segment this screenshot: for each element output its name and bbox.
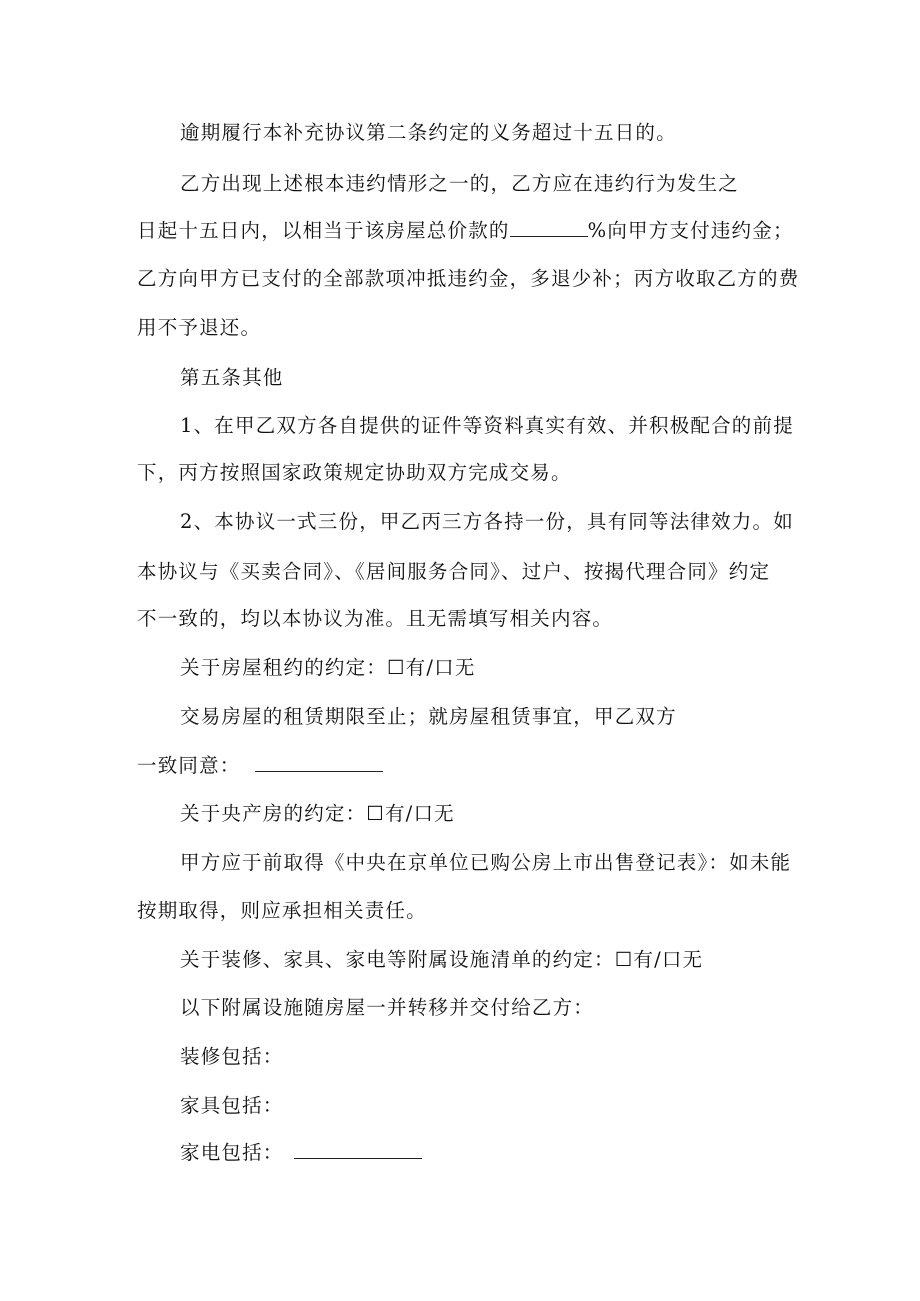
paragraph-line: 交易房屋的租赁期限至止；就房屋租赁事宜，甲乙双方 xyxy=(180,705,677,728)
paragraph-text: 家电包括： xyxy=(180,1141,284,1164)
paragraph-line: 以下附属设施随房屋一并转移并交付给乙方： xyxy=(180,996,595,1019)
central-housing-clause-line: 关于央产房的约定：☐有/口无 xyxy=(180,802,455,825)
appliances-list-line xyxy=(180,1141,422,1165)
paragraph-text: %向甲方支付违约金； xyxy=(587,219,794,242)
fixtures-clause-line: 关于装修、家具、家电等附属设施清单的约定：☐有/口无 xyxy=(180,948,704,971)
lease-clause-line: 关于房屋租约的约定：☐有/口无 xyxy=(180,656,476,679)
paragraph-line: 乙方出现上述根本违约情形之一的，乙方应在违约行为发生之 xyxy=(180,172,739,195)
paragraph-line: 不一致的，均以本协议为准。且无需填写相关内容。 xyxy=(137,607,614,630)
paragraph-line: 乙方向甲方已支付的全部款项冲抵违约金，多退少补；丙方收取乙方的费 xyxy=(137,267,800,290)
paragraph-line: 2、本协议一式三份，甲乙丙三方各持一份，具有同等法律效力。如 xyxy=(180,510,794,533)
decoration-list-line: 装修包括： xyxy=(180,1045,284,1068)
paragraph-line: 1、在甲乙双方各自提供的证件等资料真实有效、并积极配合的前提 xyxy=(180,414,794,437)
paragraph-line: 用不予退还。 xyxy=(137,316,262,339)
paragraph-line: 甲方应于前取得《中央在京单位已购公房上市出售登记表》：如未能 xyxy=(180,851,792,874)
furniture-list-line: 家具包括： xyxy=(180,1094,284,1117)
paragraph-line: 逾期履行本补充协议第二条约定的义务超过十五日的。 xyxy=(180,121,677,144)
paragraph-line xyxy=(137,754,383,778)
section-heading: 第五条其他 xyxy=(180,366,284,389)
paragraph-text: 一致同意： xyxy=(137,754,241,777)
paragraph-line: 下，丙方按照国家政策规定协助双方完成交易。 xyxy=(137,461,572,484)
paragraph-text: 日起十五日内，以相当于该房屋总价款的 xyxy=(137,219,510,242)
paragraph-line: 按期取得，则应承担相关责任。 xyxy=(137,899,427,922)
paragraph-line: 本协议与《买卖合同》、《居间服务合同》、过户、按揭代理合同》约定 xyxy=(137,560,771,583)
appliances-blank[interactable] xyxy=(294,1154,422,1159)
agreement-blank[interactable] xyxy=(255,767,383,772)
paragraph-line xyxy=(137,219,794,243)
penalty-percent-blank[interactable] xyxy=(510,232,588,237)
